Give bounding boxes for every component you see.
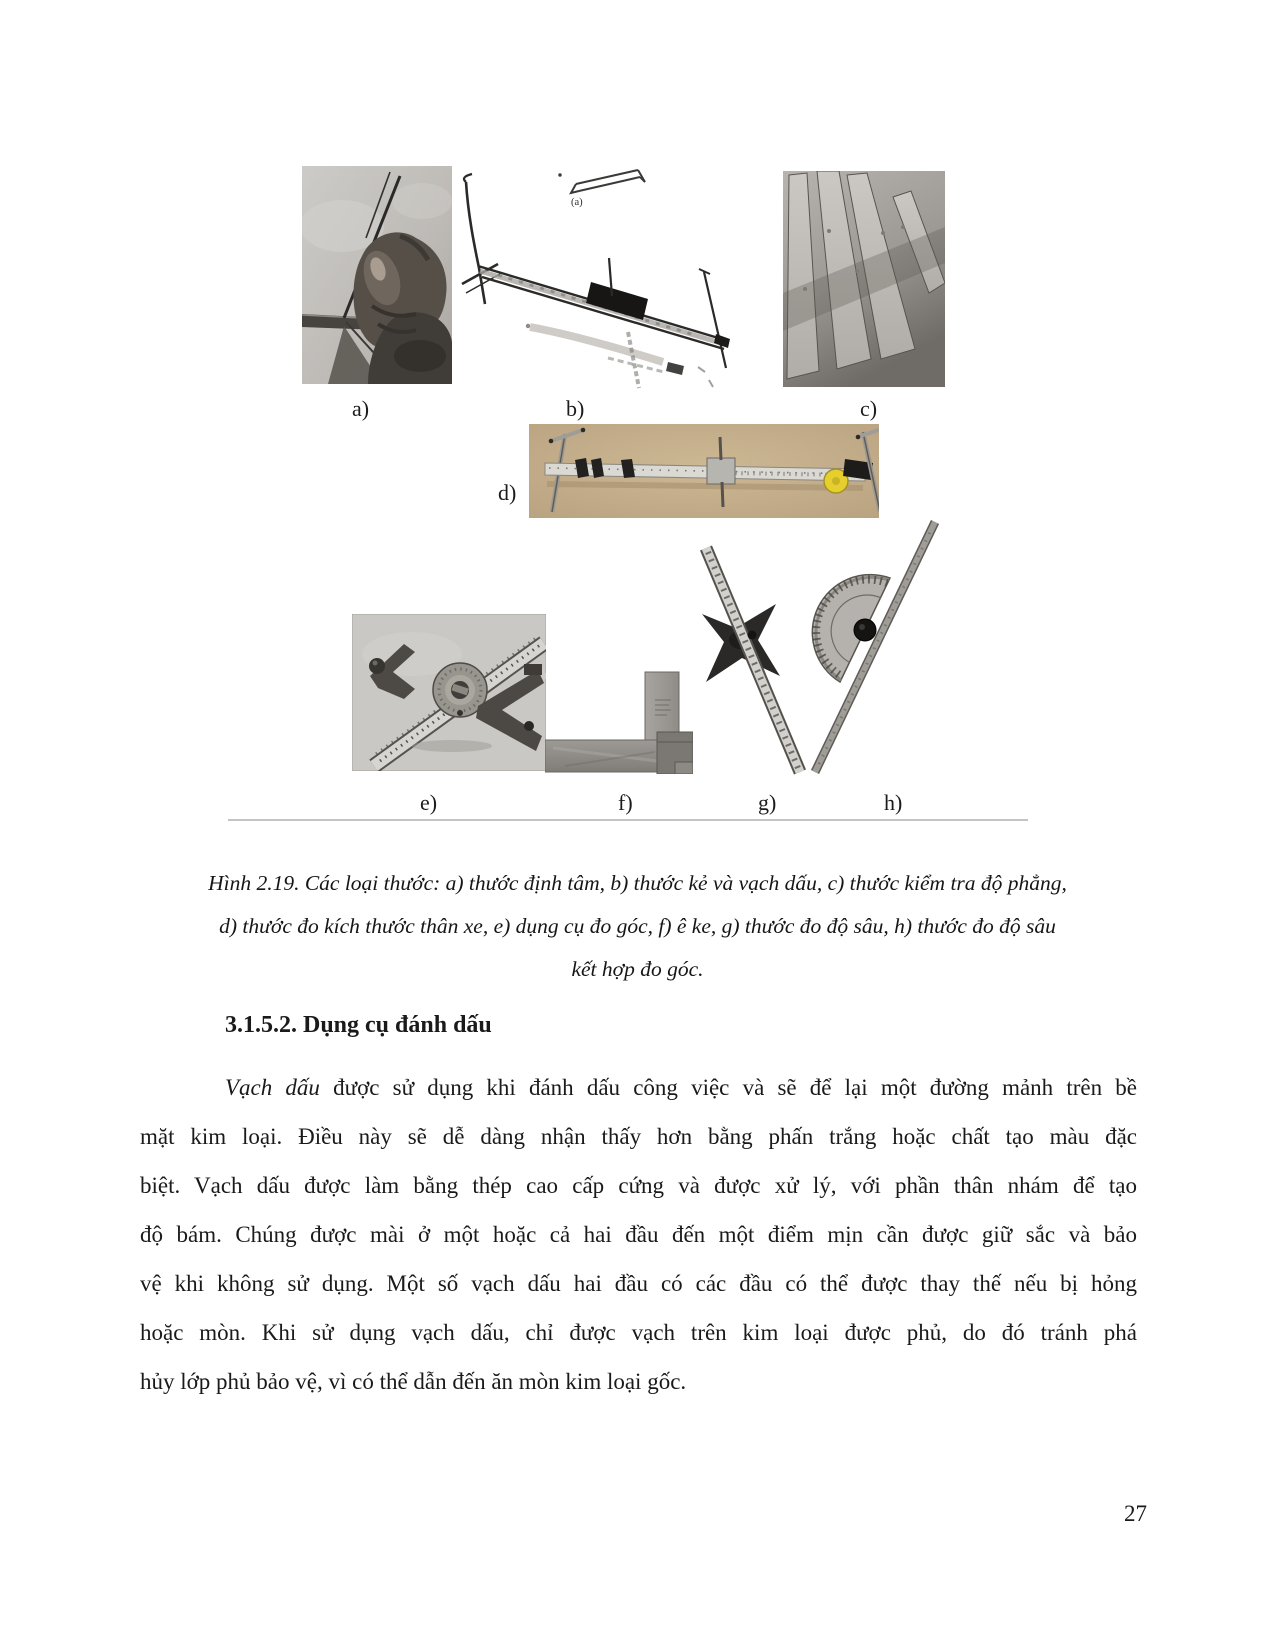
figure-caption-line-3: kết hợp đo góc. xyxy=(571,957,704,981)
paragraph-line-1-rest: được sử dụng khi đánh dấu công việc và sẽ để lại một đường mảnh trên bề xyxy=(319,1075,1137,1100)
figure-label-d: d) xyxy=(498,480,517,505)
body-paragraph xyxy=(140,1063,1137,1406)
figure-image-c-straightedges-photo xyxy=(783,171,945,387)
paragraph-line: hủy lớp phủ bảo vệ, vì có thể dẫn đến ăn mòn kim loại gốc. xyxy=(140,1369,687,1394)
figure-image-b-trammel-drawing xyxy=(458,162,736,405)
paragraph-line: biệt. Vạch dấu được làm bằng thép cao cấp cứng và được xử lý, với phần thân nhám để tạo xyxy=(140,1173,1137,1198)
figure-label-f: f) xyxy=(618,790,633,815)
page-number: 27 xyxy=(1124,1501,1147,1526)
section-heading: 3.1.5.2. Dụng cụ đánh dấu xyxy=(225,1012,492,1038)
figure-image-d-tram-gauge-photo xyxy=(529,424,879,518)
paragraph-line: vệ khi không sử dụng. Một số vạch dấu hai đầu có các đầu có thể được thay thế nếu bị hỏng xyxy=(140,1271,1137,1296)
figure-caption-line-2: d) thước đo kích thước thân xe, e) dụng cụ đo góc, f) ê ke, g) thước đo độ sâu, h) thước đo độ sâu xyxy=(219,914,1056,938)
figure-image-e-combination-set-photo xyxy=(352,614,546,771)
figure-caption xyxy=(140,862,1135,991)
figure-label-a: a) xyxy=(352,396,370,421)
figure-image-a-scriber-photo xyxy=(302,166,452,384)
paragraph-line: hoặc mòn. Khi sử dụng vạch dấu, chỉ được vạch trên kim loại được phủ, do đó tránh phá xyxy=(140,1320,1137,1345)
figure-label-h: h) xyxy=(884,790,903,815)
figure-b-inner-label: (a) xyxy=(571,197,583,208)
paragraph-line xyxy=(140,1063,1137,1112)
paragraph-line: mặt kim loại. Điều này sẽ dễ dàng nhận thấy hơn bằng phấn trắng hoặc chất tạo màu đặc xyxy=(140,1124,1137,1149)
figure-image-f-try-square-photo xyxy=(545,670,693,774)
figure-label-b: b) xyxy=(566,396,585,421)
figure-caption-line-1: Hình 2.19. Các loại thước: a) thước định tâm, b) thước kẻ và vạch dấu, c) thước kiểm tra độ phẳng, xyxy=(208,871,1067,895)
paragraph-lead-term: Vạch dấu xyxy=(225,1075,320,1100)
figure-label-e: e) xyxy=(420,790,438,815)
figure-image-h-protractor-depth-gauge-photo xyxy=(795,510,945,775)
paragraph-line: độ bám. Chúng được mài ở một hoặc cả hai đầu đến một điểm mịn cần được giữ sắc và bảo xyxy=(140,1222,1137,1247)
figure-label-g: g) xyxy=(758,790,777,815)
figure-divider-line xyxy=(228,819,1028,821)
figure-label-c: c) xyxy=(860,396,878,421)
